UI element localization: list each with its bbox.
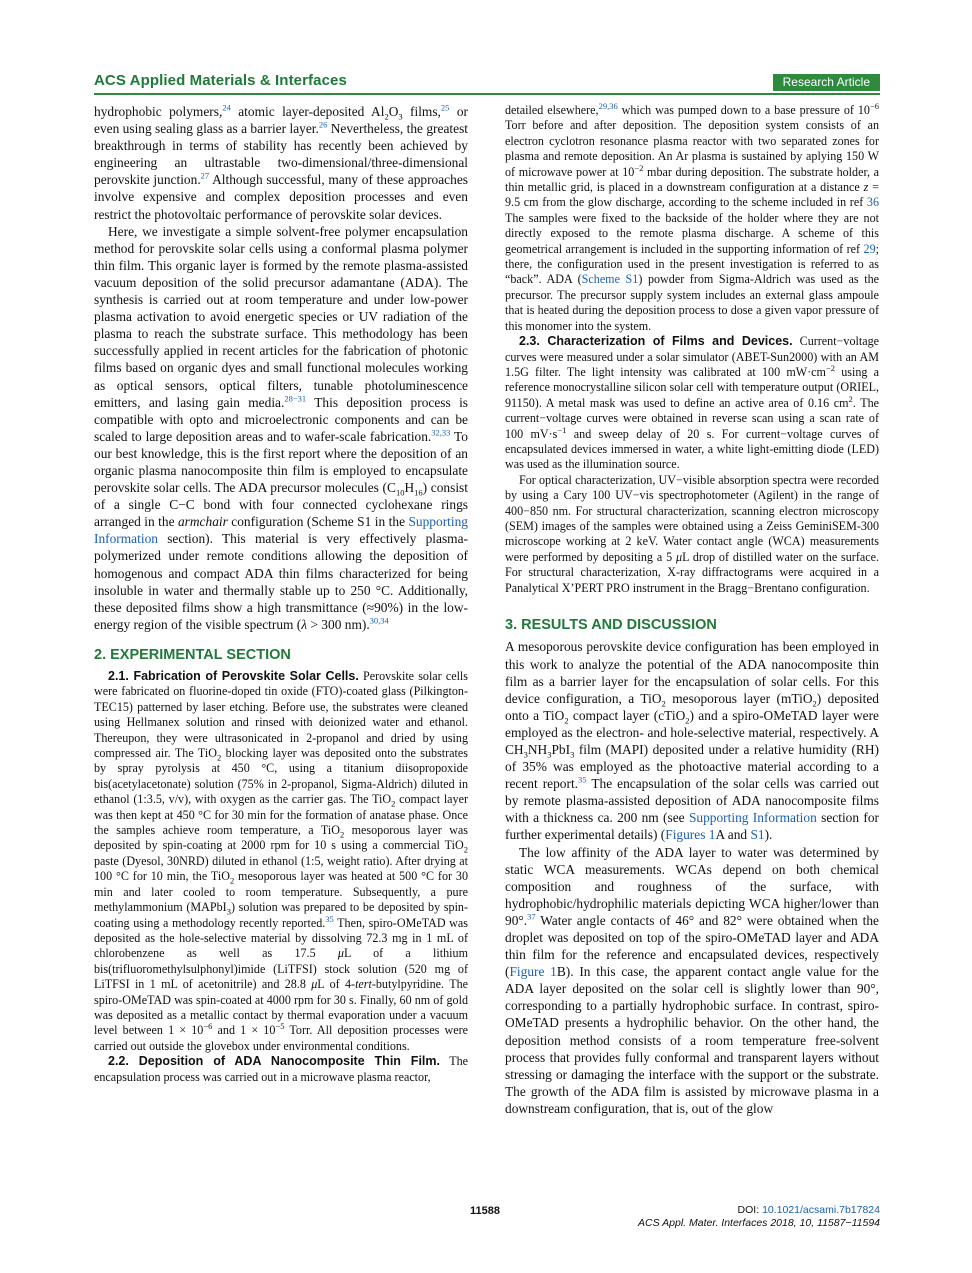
ref-link[interactable]: 37 xyxy=(527,911,536,922)
ref-link[interactable]: 26 xyxy=(318,119,328,130)
subsection-deposition: 2.2. Deposition of ADA Nanocomposite Thin Film. The encapsulation process was carried out in a microwave plasma reactor, xyxy=(94,1054,468,1084)
results-paragraph-1: A mesoporous perovskite device configuration has been employed in this work to analyze the potential of the ADA nanocomposite thin film as a barrier layer for the encapsulation of solar cells. For this device configuration, a TiO$_2$ mesoporous layer (mTiO$_2$) deposited onto a TiO$_2$ compact layer (cTiO$_2$) and a spiro-OMeTAD layer were employed as the electron- and hole-selective material, respectively. A $CH_3NH_3PbI_3$ film (MAPI) deposited under a relative humidity (RH) of 35% was employed as the photoactive material according to a recent report.$^{35}$ The encapsulation of the solar cells was carried out by remote plasma-assisted deposition of ADA nanocomposite films with a thickness ca. 200 nm (see Supporting Information section for further experimental details) (Figures 1A and S1). xyxy=(505,639,880,843)
figure-link[interactable]: S1 xyxy=(750,827,765,843)
page-number: 11588 xyxy=(470,1205,500,1217)
figure-link[interactable]: Figures 1 xyxy=(665,827,716,843)
page-header xyxy=(94,72,880,92)
ref-link[interactable]: 35 xyxy=(325,913,334,924)
article-type-badge: Research Article xyxy=(773,74,880,91)
supporting-information-link[interactable]: Supporting Information xyxy=(94,514,468,547)
ref-link[interactable]: 29 xyxy=(863,241,876,256)
footer-citation-block xyxy=(638,1204,880,1230)
ref-link[interactable]: 36 xyxy=(866,195,879,210)
ref-link[interactable]: 32,33 xyxy=(431,427,451,438)
optical-characterization-paragraph: For optical characterization, UV−visible absorption spectra were recorded by using a Cary 100 UV−vis spectrophotometer (Agilent) in the range of 400−850 nm. For structural characterization, scanning electron microscopy (SEM) images of the samples were obtained using a Zeiss GeminiSEM-300 microscope working at 2 keV. Water contact angle (WCA) measurements were performed by depositing a 5 μL drop of distilled water on the surface. For structural characterization, X-ray diffractograms were acquired in a Panalytical X’PERT PRO instrument in the Bragg−Brentano configuration. xyxy=(505,472,879,595)
header-rule xyxy=(94,93,880,95)
journal-citation: ACS Appl. Mater. Interfaces 2018, 10, 11587−11594 xyxy=(638,1217,880,1229)
section-heading-experimental: 2. EXPERIMENTAL SECTION xyxy=(94,646,291,663)
results-paragraph-2: The low affinity of the ADA layer to water was determined by static WCA measurements. WCAs depend on both chemical composition and roughness of the surface, with hydrophobic/hydrophilic materials depicting WCA higher/lower than 90°.$^{37}$ Water angle contacts of 46° and 82° were obtained when the droplet was deposited on top of the spiro-OMeTAD layer and ADA thin film for the reference and encapsulated devices, respectively (Figure 1B). In this case, the apparent contact angle value for the ADA layer deposited on the solar cell is slightly lower than 90°, corresponding to a partially hydrophobic surface. In contrast, spiro-OMeTAD presents a hydrophilic behavior. On the other hand, the deposition method consists of a room temperature free-solvent process that provides fully conformal and transparent layers without stressing or damaging the interface with the support or the substrate. The growth of the ADA film is assisted by microwave plasma in a downstream configuration, that is, out of the glow xyxy=(505,844,879,1116)
ref-link[interactable]: 35 xyxy=(578,774,587,785)
deposition-continued: detailed elsewhere,$^{29,36}$ which was pumped down to a base pressure of $10^{-6}$ Torr before and after deposition. The deposition system consists of an electron cyclotron resonance plasma reactor with two separated zones for plasma and remote deposition. An Ar plasma is sustained by aplying 150 W of microwave power at $10^{-2}$ mbar during deposition. The substrate holder, a thin metallic grid, is placed in a downstream configuration at a distance z = 9.5 cm from the glow discharge, according to the scheme included in ref 36 The samples were fixed to the backside of the holder where they are not directly exposed to the remote plasma discharge. A scheme of this geometrical arrangement is included in the supporting information of ref 29; there, the configuration used in the present investigation is referred to as “back”. ADA (Scheme S1) powder from Sigma-Aldrich was used as the precursor. The precursor supply system includes an external glass ampoule that is heated during the deposition process to dose a given vapor pressure of this monomer into the system. xyxy=(505,100,879,333)
ref-link[interactable]: 30,34 xyxy=(369,615,389,626)
subsection-title: 2.1. Fabrication of Perovskite Solar Cells. xyxy=(108,669,359,683)
section-heading-results: 3. RESULTS AND DISCUSSION xyxy=(505,617,717,633)
intro-paragraph-1: hydrophobic polymers,$^{24}$ atomic layer-deposited $Al_2O_3$ films,$^{25}$ or even using sealing glass as a barrier layer.$^{26}$ Nevertheless, the greatest breakthrough in terms of stability has recently been achieved by engineering an ultrastable two-dimensional/three-dimensional perovskite junction.$^{27}$ Although successful, many of these approaches involve expensive and complex deposition processes and even restrict the photovoltaic performance of perovskite solar devices. xyxy=(94,102,468,222)
ref-link[interactable]: 27 xyxy=(200,170,210,181)
subsection-fabrication: 2.1. Fabrication of Perovskite Solar Cells. Perovskite solar cells were fabricated on fluorine-doped tin oxide (FTO)-coated glass (Pilkington-TEC15) patterned by laser etching. Before use, the substrates were cleaned using Hellmanex solution and rinsed with deionized water and ethanol. Thereupon, they were ultrasonicated in 2-propanol and dried by using compressed air. The TiO$_2$ blocking layer was deposited onto the substrates by spray pyrolysis at 450 °C, using a titanium diisopropoxide bis(acetylacetonate) solution (75% in 2-propanol, Sigma-Aldrich) diluted in ethanol (1:3.5, v/v), with oxygen as the carrier gas. The TiO$_2$ compact layer was then kept at 450 °C for 30 min for the formation of anatase phase. Once the samples achieve room temperature, a TiO$_2$ mesoporous layer was deposited by spin-coating at 2000 rpm for 10 s using a commercial TiO$_2$ paste (Dyesol, 30NRD) diluted in ethanol (1:5, weight ratio). After drying at 100 °C for 10 min, the TiO$_2$ mesoporous layer was heated at 500 °C for 30 min and later cooled to room temperature. Subsequently, a pure methylammonium (MAPbI$_3$) solution was prepared to be deposited by spin-coating using a methodology recently reported.$^{35}$ Then, spiro-OMeTAD was deposited as the hole-selective material by dissolving 72.3 mg in 1 mL of chlorobenzene as well as 17.5 μL of a lithium bis(trifluoromethylsulphonyl)imide (LiTFSI) stock solution (520 mg of LiTFSI in 1 mL of acetonitrile) and 28.8 μL of 4-tert-butylpyridine. The spiro-OMeTAD was spin-coated at 4000 rpm for 30 s. Finally, 60 nm of gold was deposited as a metallic contact by thermal evaporation under a vacuum level between $1 \times 10^{-6}$ and $1 \times 10^{-5}$ Torr. All deposition processes were carried out outside the glovebox under environmental conditions. xyxy=(94,669,469,1053)
intro-paragraph-2: Here, we investigate a simple solvent-free polymer encapsulation method for perovskite solar cells using a conformal plasma polymer thin film. This organic layer is formed by the remote plasma-assisted vacuum deposition of the solid precursor adamantane (ADA). The synthesis is carried out at room temperature and under low-power plasma activation to avoid energetic species or UV radiation of the plasma to reach the substrate surface. This methodology has been successfully applied in recent articles for the fabrication of photonic films based on organic dyes and small functional molecules working as optical sensors, optical filters, tunable photoluminescence emitters, and lasing gain media.$^{28-31}$ This deposition process is compatible with opto and microelectronic components and can be scaled to large deposition areas and to wafer-scale fabrication.$^{32,33}$ To our best knowledge, this is the first report where the deposition of an organic plasma nanocomposite thin film is employed to encapsulate perovskite solar cells. The ADA precursor molecules $(C_{10}H_{16})$ consist of a single C−C bond with four connected cyclohexane rings arranged in the armchair configuration (Scheme S1 in the Supporting Information section). This material is very effectively plasma-polymerized under remote conditions allowing the deposition of homogenous and compact ADA thin films characterized for being insoluble in water and thermally stable up to 250 °C. Additionally, these deposited films show a high transmittance (≈90%) in the low-energy region of the visible spectrum (λ > 300 nm).$^{30,34}$ xyxy=(94,223,469,632)
left-column xyxy=(94,103,468,1085)
ref-link[interactable]: 25 xyxy=(440,102,450,113)
doi-line: DOI: 10.1021/acsami.7b17824 xyxy=(737,1204,880,1216)
journal-title: ACS Applied Materials & Interfaces xyxy=(94,72,347,89)
figure-link[interactable]: Figure 1 xyxy=(509,964,557,980)
subsection-characterization: 2.3. Characterization of Films and Devices. Current−voltage curves were measured under a solar simulator (ABET-Sun2000) with an AM 1.5G filter. The light intensity was calibrated at 100 $mW\cdot cm^{-2}$ using a reference monocrystalline silicon solar cell with temperature output (ORIEL, 91150). A metal mask was used to define an active area of 0.16 $cm^2$. The current−voltage curves were obtained in reverse scan using a scan rate of 100 $mV\cdot s^{-1}$ and sweep delay of 20 s. For current−voltage curves of encapsulated devices immersed in water, a white light-emitting diode (LED) was used as the illumination source. xyxy=(505,334,880,472)
doi-link[interactable]: 10.1021/acsami.7b17824 xyxy=(762,1204,880,1216)
ref-link[interactable]: 28−31 xyxy=(284,393,307,404)
supporting-information-link[interactable]: Supporting Information xyxy=(688,810,817,826)
ref-link[interactable]: 29,36 xyxy=(598,100,618,111)
subsection-title: 2.3. Characterization of Films and Devices. xyxy=(519,334,793,349)
scheme-link[interactable]: Scheme S1 xyxy=(581,272,639,287)
right-column xyxy=(505,100,880,1117)
ref-link[interactable]: 24 xyxy=(222,102,231,113)
subsection-title: 2.2. Deposition of ADA Nanocomposite Thin Film. xyxy=(108,1054,440,1069)
